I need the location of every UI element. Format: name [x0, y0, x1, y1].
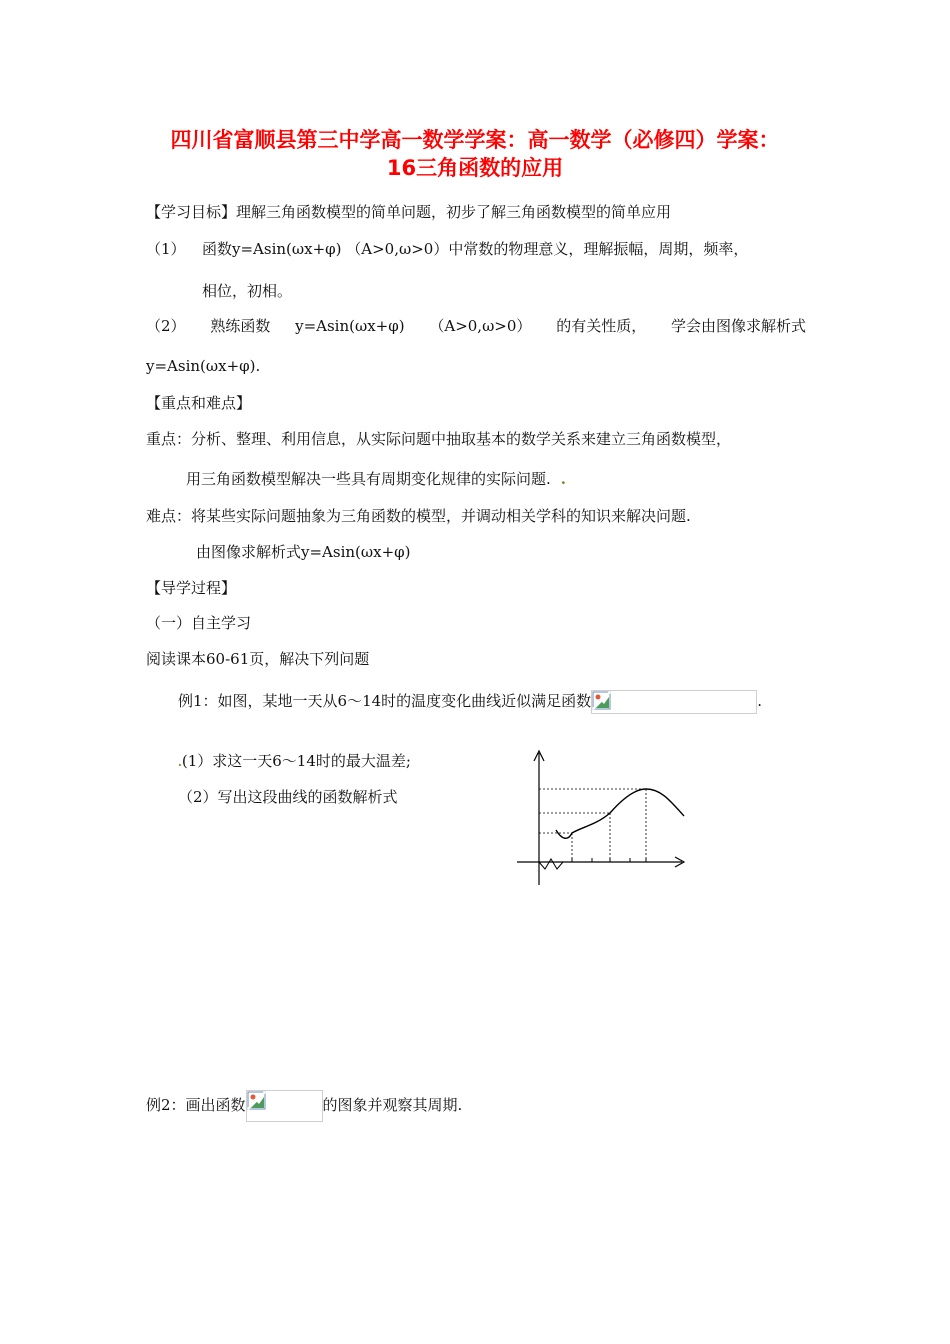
objective-2-part: 熟练函数 [210, 317, 271, 335]
difficult-point-text: 难点：将某些实际问题抽象为三角函数的模型，并调动相关学科的知识来解决问题. [146, 507, 691, 525]
difficult-point-continuation: 由图像求解析式y=Asin(ωx+φ) [196, 543, 411, 561]
objective-2-part: 学会由图像求解析式 [670, 317, 806, 335]
example-1-question-1-text: (1）求这一天6～14时的最大温差; [181, 752, 411, 770]
objective-1-text: 函数y=Asin(ωx+φ) （A>0,ω>0）中常数的物理意义，理解振幅，周期，频率， [202, 240, 749, 258]
document-title-line2: 16三角函数的应用 [386, 156, 564, 180]
objective-1-number: （1） [146, 240, 186, 258]
formula-image-placeholder [591, 690, 757, 714]
objective-2-line [146, 315, 806, 337]
objective-2-continuation: y=Asin(ωx+φ). [146, 357, 261, 375]
sine-curve [556, 789, 684, 838]
key-point-continuation [186, 468, 566, 490]
example-2-prefix: 例2：画出函数 [146, 1096, 246, 1114]
example-1-text: 例1：如图，某地一天从6～14时的温度变化曲线近似满足函数 [178, 692, 592, 710]
objective-2-part: （2） [146, 317, 186, 335]
example-2-statement [146, 1090, 462, 1122]
broken-image-icon [592, 691, 612, 711]
key-point-text: 重点：分析、整理、利用信息，从实际问题中抽取基本的数学关系来建立三角函数模型， [146, 430, 732, 448]
example-1-question-2: （2）写出这段曲线的函数解析式 [178, 788, 398, 806]
self-study-heading: （一）自主学习 [146, 614, 252, 632]
broken-image-icon [247, 1091, 267, 1111]
objective-2-part: y=Asin(ωx+φ) [295, 317, 405, 335]
guide-header: 【导学过程】 [146, 579, 237, 597]
reading-instruction: 阅读课本60-61页，解决下列问题 [146, 650, 370, 668]
axis-break-zigzag [539, 859, 563, 869]
formula-image-placeholder [246, 1090, 323, 1122]
keypoints-header: 【重点和难点】 [146, 394, 252, 412]
temperature-curve-graph [512, 745, 692, 887]
example-1-question-1 [178, 750, 411, 774]
example-1-statement [178, 690, 762, 714]
key-point-continuation-text: 用三角函数模型解决一些具有周期变化规律的实际问题. [186, 470, 551, 488]
edit-mark: . [555, 470, 567, 488]
objectives-header: 【学习目标】理解三角函数模型的简单问题，初步了解三角函数模型的简单应用 [146, 203, 672, 221]
example-2-suffix: 的图象并观察其周期. [322, 1096, 463, 1114]
objective-1-continuation: 相位，初相。 [202, 282, 293, 300]
objective-2-part: （A>0,ω>0） [429, 317, 532, 335]
edit-mark: . [178, 756, 182, 769]
example-1-end: . [757, 692, 762, 710]
document-title-line1: 四川省富顺县第三中学高一数学学案：高一数学（必修四）学案： [170, 128, 780, 152]
objective-2-part: 的有关性质， [556, 317, 647, 335]
